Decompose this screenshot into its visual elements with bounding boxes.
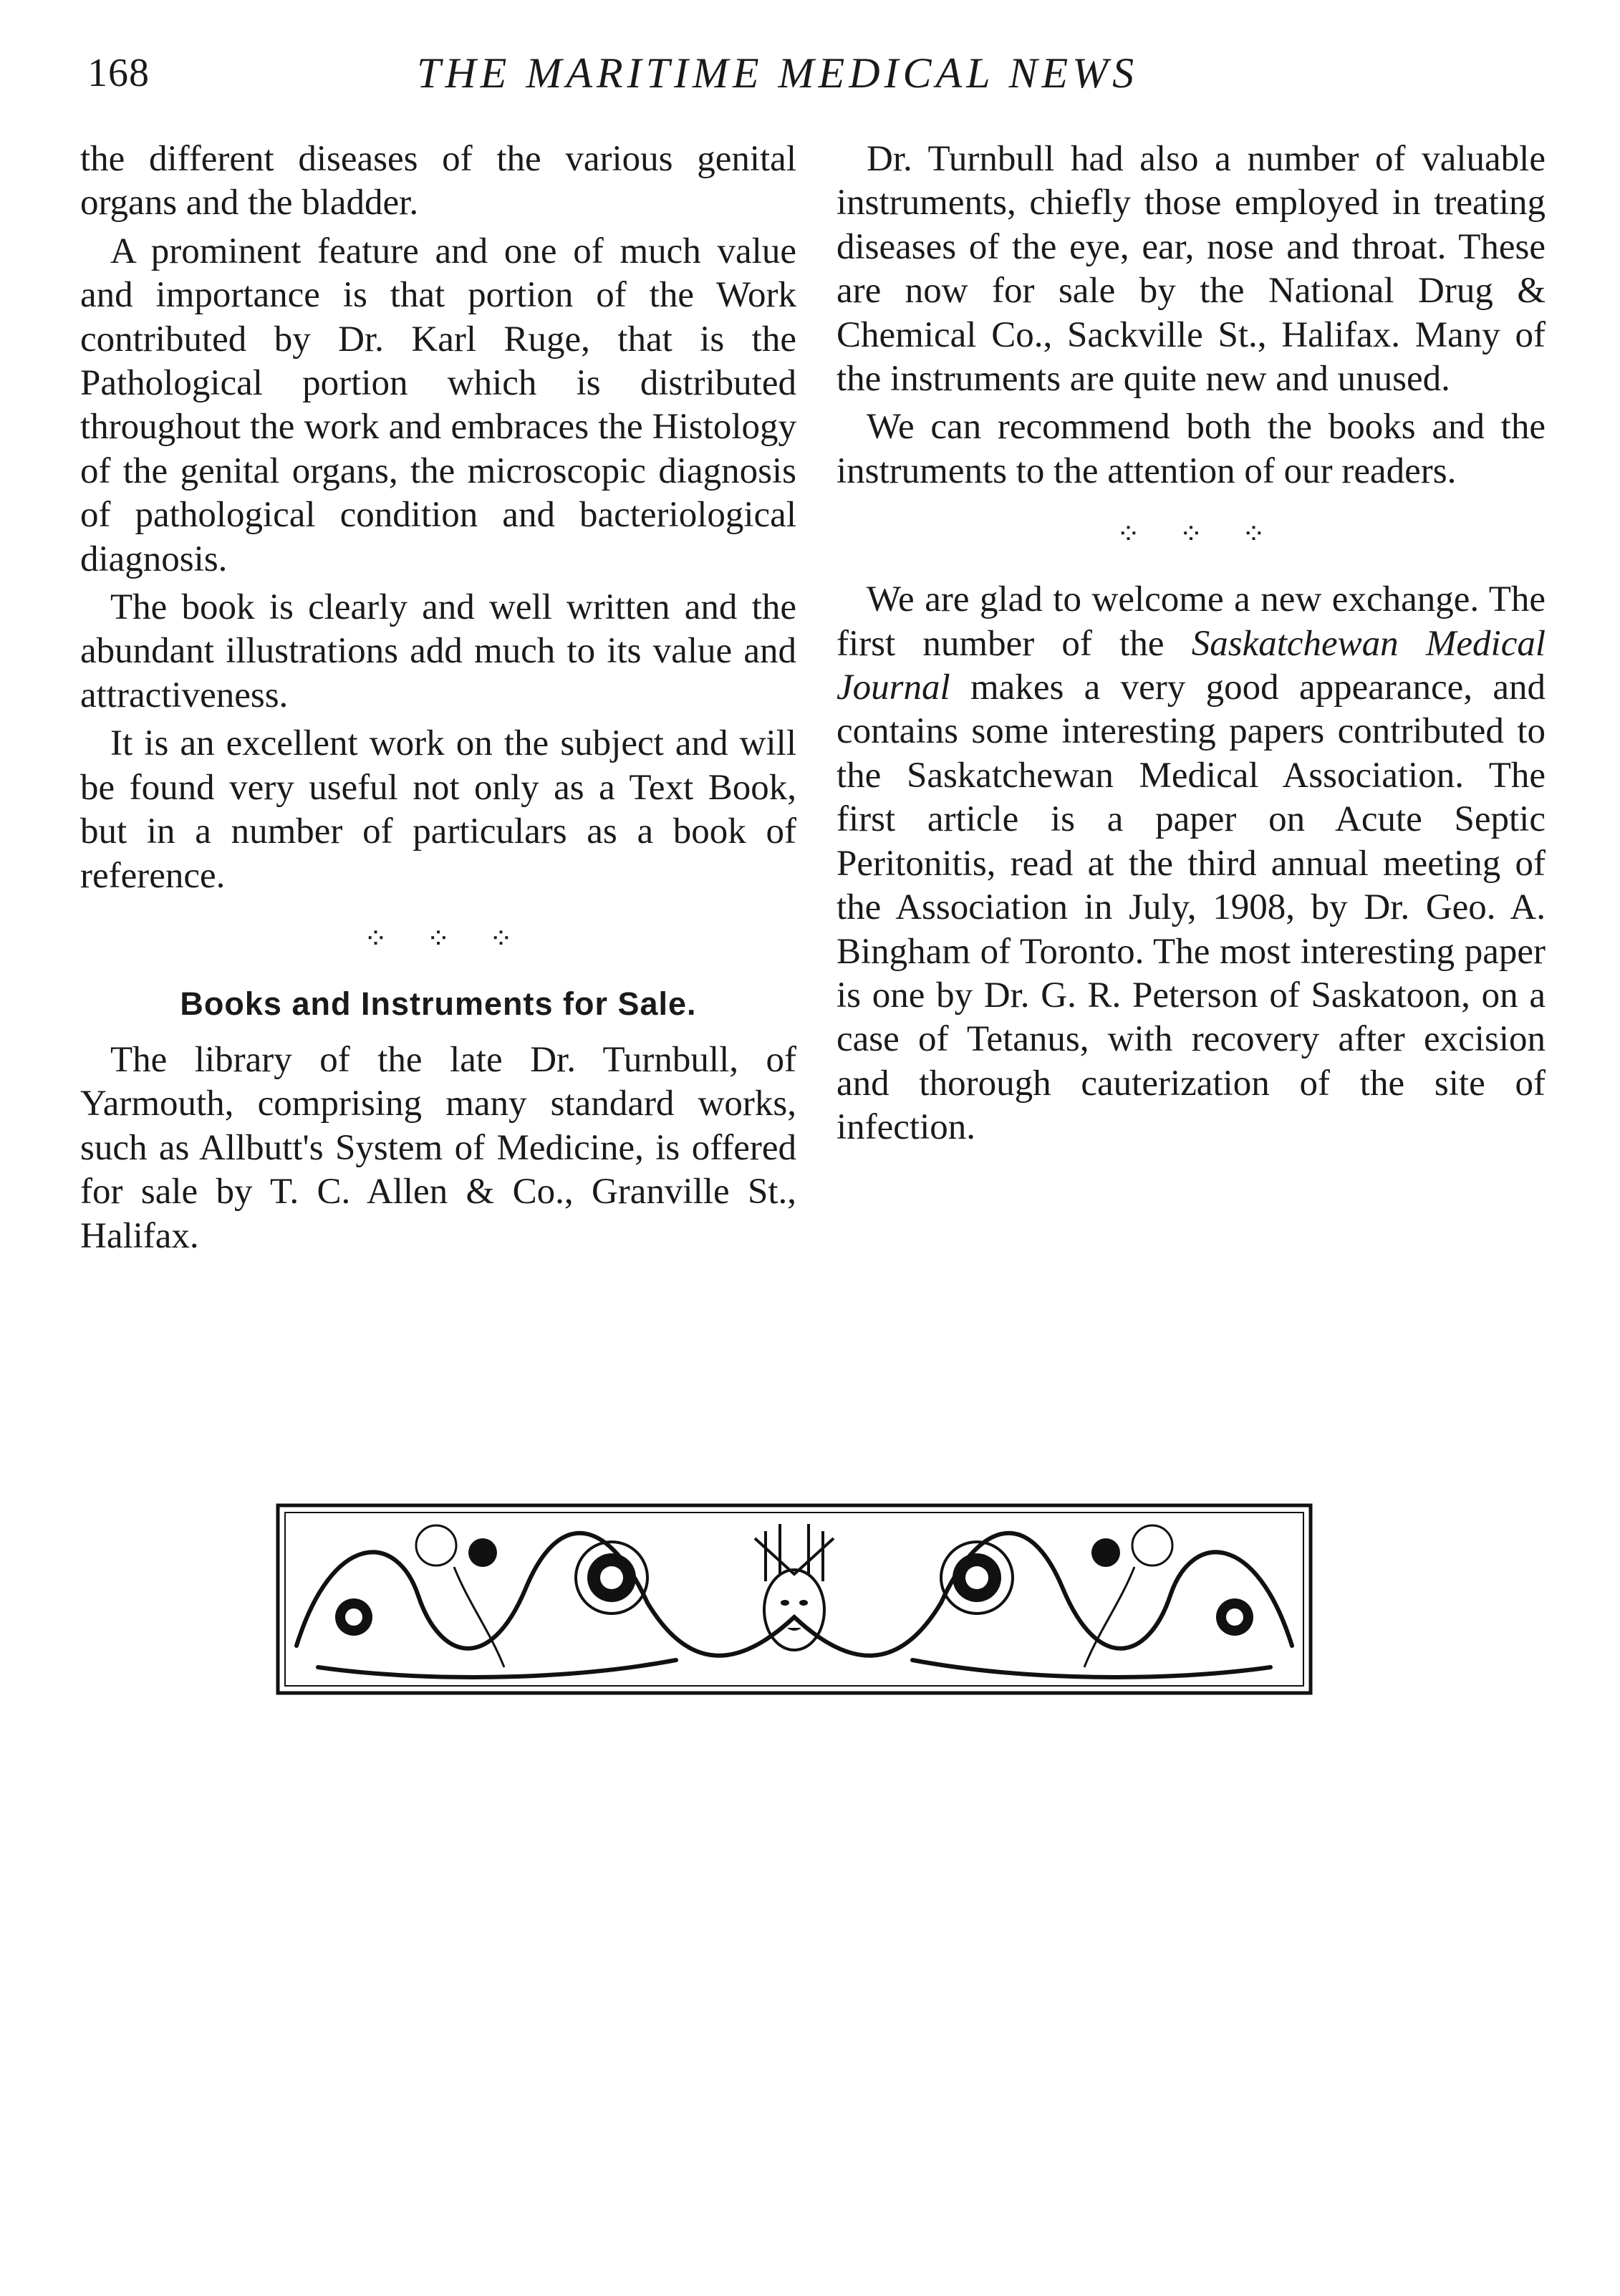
section-divider: ⁘⁘⁘ — [1116, 518, 1305, 551]
text-run: We are glad to welcome a new exchange. The first number of the — [836, 579, 1546, 664]
left-column — [80, 138, 796, 1258]
text-run: makes a very good appearance, and contains some interesting papers contributed to the Saskatchewan Medical Association. The first article is a paper on Acute Septic Peritonitis, read at the third annual meeting of the Association in July, 1908, by Dr. Geo. A. Bingham of Toronto. The most interesting paper is one by Dr. G. R. Peterson of Saskatoon, on a case of Tetanus, with recovery after excision and thorough cauterization of the site of infection. — [836, 667, 1546, 1148]
paragraph: The book is clearly and well written and the abundant illustrations add much to its value and attractiveness. — [80, 587, 796, 715]
paragraph: We can recommend both the books and the instruments to the attention of our readers. — [836, 407, 1546, 491]
paragraph: The library of the late Dr. Turnbull, of Yarmouth, comprising many standard works, such as Allbutt's System of Medicine, is offered for sale by T. C. Allen & Co., Granville St., Halifax. — [80, 1039, 796, 1256]
page-number: 168 — [87, 51, 150, 95]
right-column — [836, 138, 1546, 1150]
paragraph — [836, 578, 1546, 1149]
paragraph: the different diseases of the various genital organs and the bladder. — [80, 139, 796, 223]
page-header — [80, 44, 1505, 109]
section-divider: ⁘⁘⁘ — [363, 922, 552, 955]
paragraph: It is an excellent work on the subject and will be found very useful not only as a Text Book, but in a number of particulars as a book of reference. — [80, 723, 796, 896]
journal-title: Saskatchewan Medical Journal — [836, 623, 1546, 708]
paragraph: Dr. Turnbull had also a number of valuable instruments, chiefly those employed in treating diseases of the eye, ear, nose and throat. These are now for sale by the National Drug & Chemical Co., Sackville St., Halifax. Many of the instruments are quite new and unused. — [836, 139, 1546, 400]
paragraph: A prominent feature and one of much value and importance is that portion of the Work contributed by Dr. Karl Ruge, that is the Pathological portion which is distributed throughout the work and embraces the Histology of the genital organs, the microscopic diagnosis of pathological condition and bacteriological diagnosis. — [80, 231, 796, 579]
decorative-scroll-band-icon — [275, 1502, 1313, 1696]
running-title: THE MARITIME MEDICAL NEWS — [417, 49, 1139, 97]
section-heading: Books and Instruments for Sale. — [180, 985, 697, 1022]
